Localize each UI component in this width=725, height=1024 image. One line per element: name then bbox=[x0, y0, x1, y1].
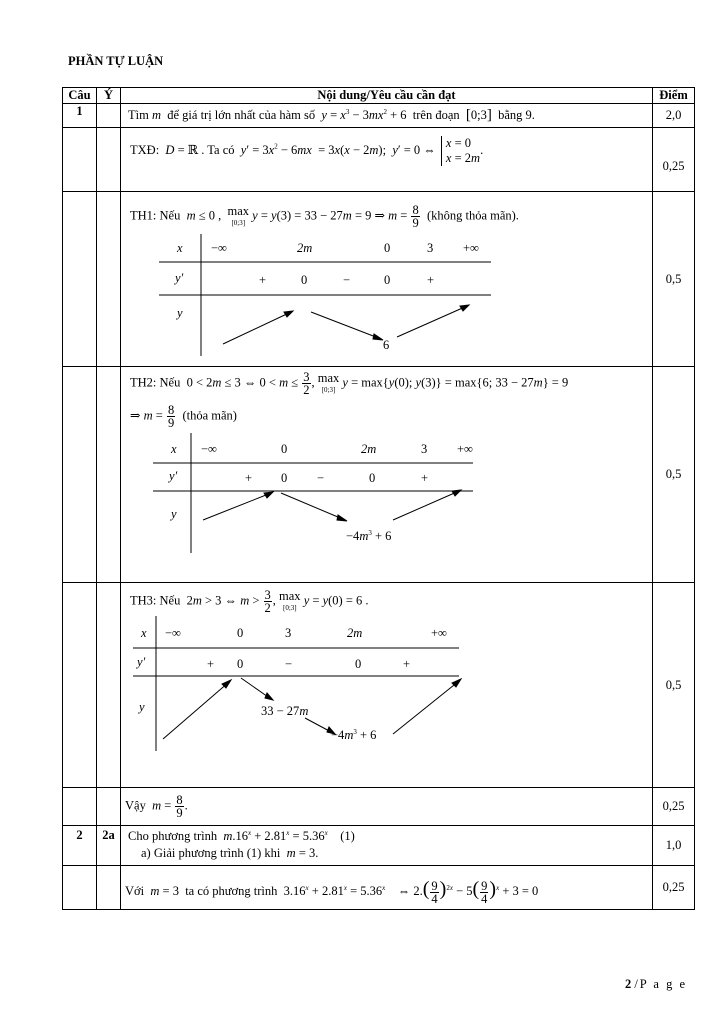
page-label: /P a g e bbox=[634, 977, 687, 991]
case-2-note: (thỏa mãn) bbox=[182, 408, 237, 423]
variation-table-2: x −∞ 0 2m 3 +∞ y′ + 0 − 0 + y $-4m^3 + 6$ bbox=[121, 433, 652, 553]
variation-table-1: x −∞ 2m 0 3 +∞ y′ + 0 − 0 + y 6 bbox=[121, 234, 652, 356]
header-content: Nội dung/Yêu cầu cần đạt bbox=[121, 88, 653, 104]
table-row bbox=[63, 104, 695, 128]
answer-table bbox=[62, 87, 695, 910]
case-1-note: (không thỏa mãn). bbox=[426, 208, 519, 223]
score: 0,25 bbox=[653, 128, 695, 192]
case-2-content: TH2: Nếu 0 < 2m ≤ 3 ⇔ 0 < m ≤ $\frac{3}{2}$ , max [0;3] y = max{y(0); y(3)} = max{6; 33 − 27m} = 9 ⇒ m = $\frac{8}{9}$ (thỏa mãn) x −∞ 0 2m 3 +∞ y′ + 0 − 0 + y $-4m^3 + 6$ bbox=[121, 367, 653, 583]
table-row bbox=[63, 788, 695, 826]
table-row bbox=[63, 367, 695, 583]
header-y: Ý bbox=[97, 88, 121, 104]
sub-question bbox=[97, 104, 121, 128]
question-text: Tìm m để giá trị lớn nhất của hàm số $y = x^3 - 3mx^2 + 6$ trên đoạn [0;3] bằng 9. bbox=[121, 104, 653, 128]
question-number: 2 bbox=[63, 826, 97, 866]
header-cau: Câu bbox=[63, 88, 97, 104]
table-row bbox=[63, 826, 695, 866]
variation-table-3: x −∞ 0 3 2m +∞ y′ + 0 − 0 + y 33 − 27m $-4m^3 + 6$ bbox=[121, 616, 652, 761]
score: 0,25 bbox=[653, 866, 695, 910]
page-number: 2 bbox=[624, 977, 632, 991]
score: 0,5 bbox=[653, 367, 695, 583]
question-2-text: Cho phương trình $m.16^x + 2.81^x = 5.36^x$ (1) a) Giải phương trình (1) khi m = 3. bbox=[121, 826, 653, 866]
table-header-row bbox=[63, 88, 695, 104]
table-row bbox=[63, 583, 695, 788]
score: 1,0 bbox=[653, 826, 695, 866]
table-row bbox=[63, 866, 695, 910]
question-2-part-a: a) Giải phương trình (1) khi bbox=[141, 846, 281, 861]
score: 0,5 bbox=[653, 583, 695, 788]
question-number: 1 bbox=[63, 104, 97, 128]
table-row bbox=[63, 128, 695, 192]
header-score: Điểm bbox=[653, 88, 695, 104]
question-2-solution: Với m = 3 ta có phương trình $3.16^x + 2.81^x = 5.36^x$ ⇔ 2.( $\frac{9}{4}$ )$^{2x}$ − 5( $\frac{9}{4}$ )$^x$ + 3 = 0 bbox=[121, 866, 653, 910]
table-row bbox=[63, 192, 695, 367]
section-heading: PHẦN TỰ LUẬN bbox=[68, 54, 164, 68]
page-footer bbox=[625, 977, 687, 992]
sub-question: 2a bbox=[97, 826, 121, 866]
case-3-content: TH3: Nếu 2m > 3 ⇔ m > $\frac{3}{2}$ , max [0;3] y = y(0) = 6 . x −∞ 0 3 2m +∞ y′ + 0 − 0 + y 33 − 27m $-4m^3 + 6$ bbox=[121, 583, 653, 788]
case-1-content: TH1: Nếu m ≤ 0 , max [0;3] y = y(3) = 33 − 27m = 9 ⇒ m = $\frac{8}{9}$ (không thỏa mãn). x −∞ 2m 0 3 +∞ y′ + 0 − 0 + y 6 bbox=[121, 192, 653, 367]
score: 0,25 bbox=[653, 788, 695, 826]
domain-derivative-text: TXĐ: D = ℝ . Ta có $y' = 3x^2 - 6mx = 3x(x - 2m)$; y′ = 0 ⇔ x = 0 x = 2m. bbox=[121, 128, 653, 192]
score: 2,0 bbox=[653, 104, 695, 128]
conclusion-text: Vậy m = $\frac{8}{9}$ . bbox=[121, 788, 653, 826]
score: 0,5 bbox=[653, 192, 695, 367]
variation-table-3-lines bbox=[121, 616, 654, 761]
